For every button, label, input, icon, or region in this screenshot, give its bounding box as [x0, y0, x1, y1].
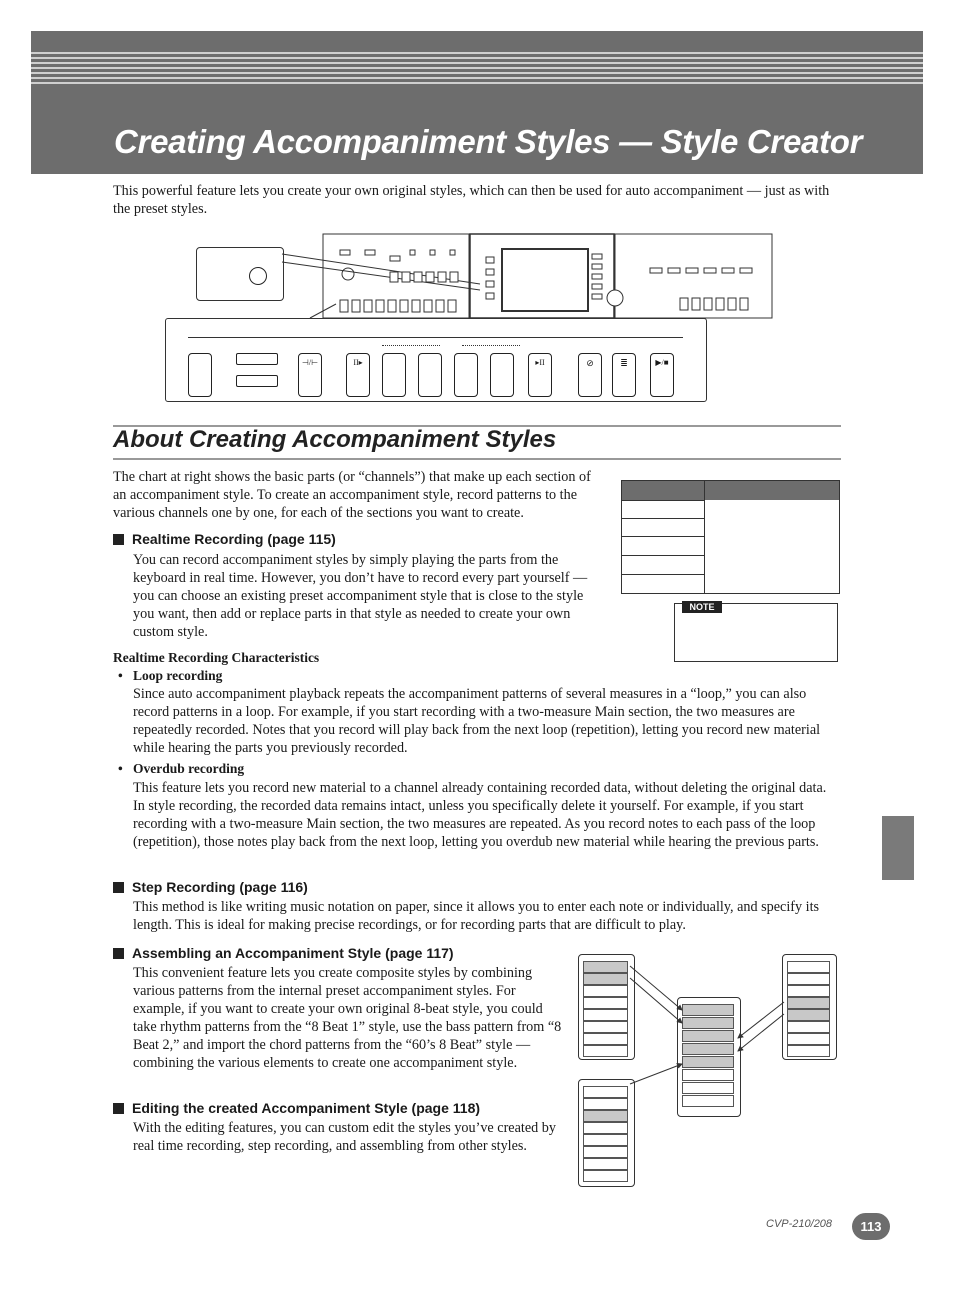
acmp-button[interactable] — [188, 353, 212, 397]
header-banner — [31, 31, 923, 174]
main-d-button[interactable] — [490, 353, 514, 397]
ending-button[interactable] — [528, 353, 552, 397]
main-c-button[interactable] — [454, 353, 478, 397]
sync-stop-button[interactable] — [578, 353, 602, 397]
sync-start-button[interactable] — [612, 353, 636, 397]
intro-text: This powerful feature lets you create your own original styles, which can then be used for auto accompaniment — just as with the preset styles. — [113, 183, 830, 217]
square-bullet-icon — [113, 948, 124, 959]
section-intro: The chart at right shows the basic parts (or “channels”) that make up each section of an accompaniment style. To create an accompaniment style, record patterns to the various channels one by one, for each of the sections you want to create. — [113, 469, 591, 521]
note-icon: NOTE — [682, 601, 722, 613]
realtime-body: You can record accompaniment styles by simply playing the parts from the keyboard in real time. However, you don’t have to record every part yourself — you can choose an existing preset accompaniment style that is close to the style you want, then add or replace parts in that style as needed to create your own custom style. — [133, 552, 588, 640]
page-title: Creating Accompaniment Styles — Style Creator — [114, 123, 863, 160]
main-a-button[interactable] — [382, 353, 406, 397]
ending-icon: ▸II — [535, 358, 545, 367]
main-b-button[interactable] — [418, 353, 442, 397]
realtime-heading: Realtime Recording (page 115) — [113, 531, 336, 547]
intro-icon: II▸ — [353, 358, 363, 367]
assembling-body: This convenient feature lets you create composite styles by combining various patterns from the internal preset accompaniment styles. For example, if you want to create your own original 8-beat style, you could take rhythm patterns from the “8 Beat 1” style, use the bass pattern from “8 Beat 2,” and import the chord patterns from the “60’s 8 Beat” style — combining the various elements to create one accompaniment style. — [133, 965, 562, 1071]
section-title: About Creating Accompaniment Styles — [113, 426, 557, 453]
style-control-panel — [165, 318, 707, 402]
sync-start-icon: ≣ — [620, 358, 628, 368]
intro-button[interactable] — [346, 353, 370, 397]
editing-heading: Editing the created Accompaniment Style (page 118) — [113, 1100, 480, 1116]
chapter-side-tab — [882, 816, 914, 880]
page-number: 113 — [852, 1213, 890, 1240]
step-heading: Step Recording (page 116) — [113, 879, 308, 895]
loop-recording-body: Since auto accompaniment playback repeats the accompaniment patterns of several measures in a “loop,” you can also record patterns in a loop. For example, if you start recording with a two-measure Main section, the two measures are repeatedly recorded. Notes that you record will play back from the next loop (repetition), letting you record new material while hearing the parts you previously recorded. — [133, 686, 821, 756]
square-bullet-icon — [113, 1103, 124, 1114]
bullet-icon: • — [118, 761, 123, 776]
start-stop-icon: ▶/■ — [655, 358, 669, 367]
fill-in-button[interactable] — [298, 353, 322, 397]
square-bullet-icon — [113, 882, 124, 893]
fill-in-icon: ⊣/⊢ — [301, 358, 319, 367]
square-bullet-icon — [113, 534, 124, 545]
round-button-icon — [249, 267, 267, 285]
sync-stop-icon: ⊘ — [586, 358, 594, 368]
style-category-button-1[interactable] — [236, 353, 278, 365]
panel-divider — [188, 337, 683, 338]
style-category-button-2[interactable] — [236, 375, 278, 387]
bullet-icon: • — [118, 668, 123, 683]
footer-model: CVP-210/208 — [766, 1218, 833, 1230]
step-body: This method is like writing music notation on paper, since it allows you to enter each note or individually, and specify its length. This is ideal for making precise recordings, or for recording parts that are difficult to play. — [133, 899, 820, 933]
section-rule-bottom — [113, 458, 841, 460]
header-stripes — [31, 49, 923, 85]
overdub-recording-label: Overdub recording — [133, 761, 245, 776]
overdub-recording-body: This feature lets you record new material to a channel already containing recorded data, without deleting the original data. In style recording, the recorded data remains intact, unless you specifically delete it yourself. For example, if you start recording with a two-measure Main section, the two measures are repeated. As you record notes to each pass of the loop (repetition), those notes play back from the next loop, letting you overdub new material while hearing the previous parts. — [133, 780, 827, 850]
assembly-arrows — [578, 954, 838, 1189]
editing-body: With the editing features, you can custom edit the styles you’ve created by real time recording, step recording, and assembling from other styles. — [133, 1120, 556, 1154]
characteristics-heading: Realtime Recording Characteristics — [113, 650, 320, 665]
table-header — [622, 481, 839, 500]
loop-recording-label: Loop recording — [133, 668, 223, 683]
assembling-heading: Assembling an Accompaniment Style (page 117) — [113, 945, 454, 961]
channels-table — [621, 480, 840, 594]
start-stop-button[interactable] — [650, 353, 674, 397]
note-box — [674, 603, 838, 662]
